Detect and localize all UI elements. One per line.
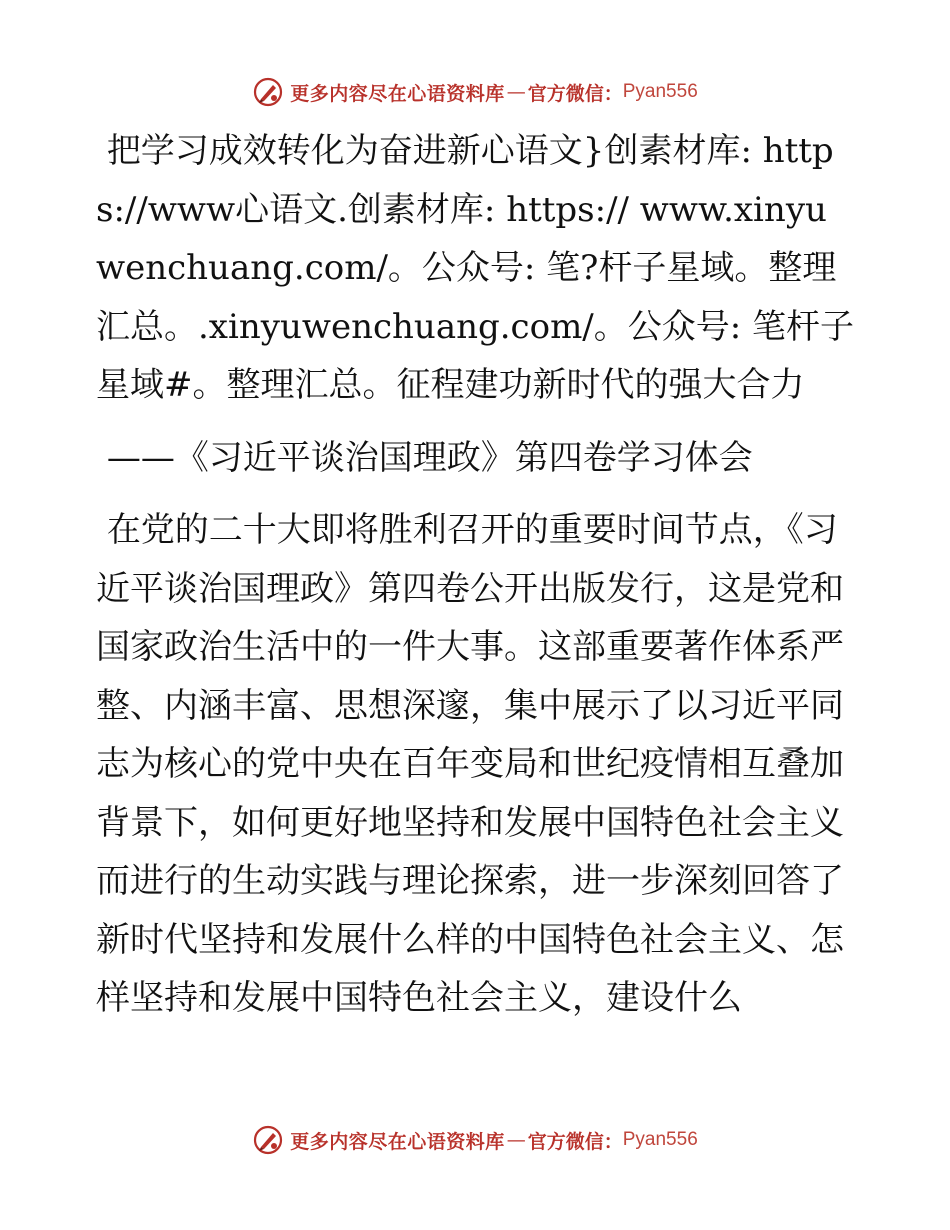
document-title-block: 把学习成效转化为奋进新心语文}创素材库: https://www心语文.创素材库: https:// www.xinyuwenchuang.com/。公众号: 笔?杆子星域。整理汇总。.xinyuwenchuang.com/。公众号: 笔杆子星域#。整理汇总。征程建功新时代的强大合力 bbox=[96, 131, 855, 405]
wechat-label: 官方微信： bbox=[527, 1130, 623, 1153]
header-promo-banner bbox=[0, 70, 950, 114]
promo-text: 更多内容尽在心语资料库 bbox=[290, 82, 505, 105]
document-body bbox=[96, 122, 856, 1028]
wechat-id: Pyan556 bbox=[622, 1129, 698, 1150]
wechat-label: 官方微信： bbox=[527, 82, 623, 105]
promo-text: 更多内容尽在心语资料库 bbox=[290, 1130, 505, 1153]
footer-promo-banner bbox=[0, 1118, 950, 1162]
document-subtitle: ——《习近平谈治国理政》第四卷学习体会 bbox=[96, 437, 753, 478]
wechat-id: Pyan556 bbox=[622, 81, 698, 102]
body-paragraph: 在党的二十大即将胜利召开的重要时间节点，《习近平谈治国理政》第四卷公开出版发行，这是党和国家政治生活中的一件大事。这部重要著作体系严整、内涵丰富、思想深邃，集中展示了以习近平同志为核心的党中央在百年变局和世纪疫情相互叠加背景下，如何更好地坚持和发展中国特色社会主义而进行的生动实践与理论探索，进一步深刻回答了新时代坚持和发展什么样的中国特色社会主义、怎样坚持和发展中国特色社会主义，建设什么 bbox=[96, 510, 844, 1018]
pen-logo-icon bbox=[252, 1124, 284, 1156]
banner-separator: — bbox=[506, 81, 526, 103]
pen-logo-icon bbox=[252, 76, 284, 108]
banner-separator: — bbox=[506, 1129, 526, 1151]
